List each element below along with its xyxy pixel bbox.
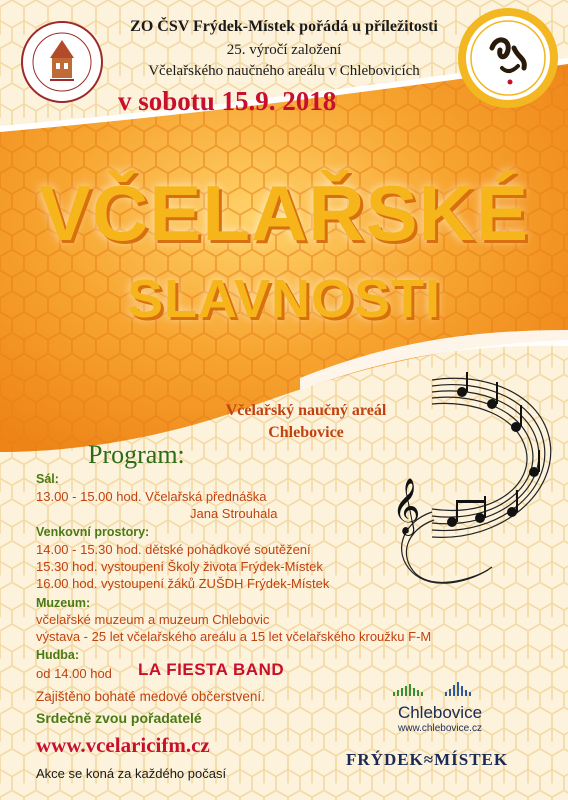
program-line: 13.00 - 15.00 hod. Včelařská přednáška	[36, 489, 267, 504]
program-line: 14.00 - 15.30 hod. dětské pohádkové soutěžení	[36, 542, 311, 557]
section-label-muzeum: Muzeum:	[36, 596, 91, 610]
event-date: v sobotu 15.9. 2018	[118, 86, 337, 116]
frydek-mistek-logo: FRÝDEK≈MÍSTEK	[346, 750, 509, 769]
program-line: včelařské muzeum a muzeum Chlebovic	[36, 612, 270, 627]
header-line-anniversary: 25. výročí založení	[226, 42, 342, 58]
chlebovice-name: Chlebovice	[397, 703, 483, 722]
header-line-organizer: ZO ČSV Frýdek-Místek pořádá u příležitosti	[130, 18, 438, 35]
section-label-venkovni: Venkovní prostory:	[36, 525, 150, 539]
weather-note: Akce se koná za každého počasí	[36, 766, 227, 781]
sound-wave-icon	[385, 680, 495, 698]
music-notes-illustration	[392, 372, 562, 597]
program-heading: Program:	[88, 440, 185, 469]
program-line: 15.30 hod. vystoupení Školy života Frýdek-Místek	[36, 559, 323, 574]
website-link[interactable]: www.vcelaricifm.cz	[36, 733, 210, 757]
refreshment-note: Zajištěno bohaté medové občerstvení.	[36, 689, 265, 704]
chlebovice-url[interactable]: www.chlebovice.cz	[398, 723, 482, 734]
section-label-sal: Sál:	[36, 472, 59, 486]
program-line: výstava - 25 let včelařského areálu a 15 let včelařského kroužku F-M	[36, 629, 432, 644]
chlebovice-logo	[385, 680, 495, 734]
svg-text:𝄞: 𝄞	[392, 478, 421, 534]
venue-line-1: Včelařský naučný areál	[225, 402, 387, 419]
music-time: od 14.00 hod	[36, 666, 112, 681]
invitation: Srdečně zvou pořadatelé	[36, 710, 202, 726]
band-name: LA FIESTA BAND	[138, 660, 285, 679]
venue-line-2: Chlebovice	[268, 424, 344, 441]
title-line-2: SLAVNOSTI	[126, 269, 441, 329]
program-line: 16.00 hod. vystoupení žáků ZUŠDH Frýdek-Místek	[36, 576, 330, 591]
title-line-1: VČELAŘSKÉ	[38, 169, 530, 257]
program-line: Jana Strouhala	[190, 506, 278, 521]
header-line-areal: Včelařského naučného areálu v Chlebovicích	[148, 63, 420, 79]
venue	[196, 400, 416, 444]
section-label-hudba: Hudba:	[36, 648, 80, 662]
